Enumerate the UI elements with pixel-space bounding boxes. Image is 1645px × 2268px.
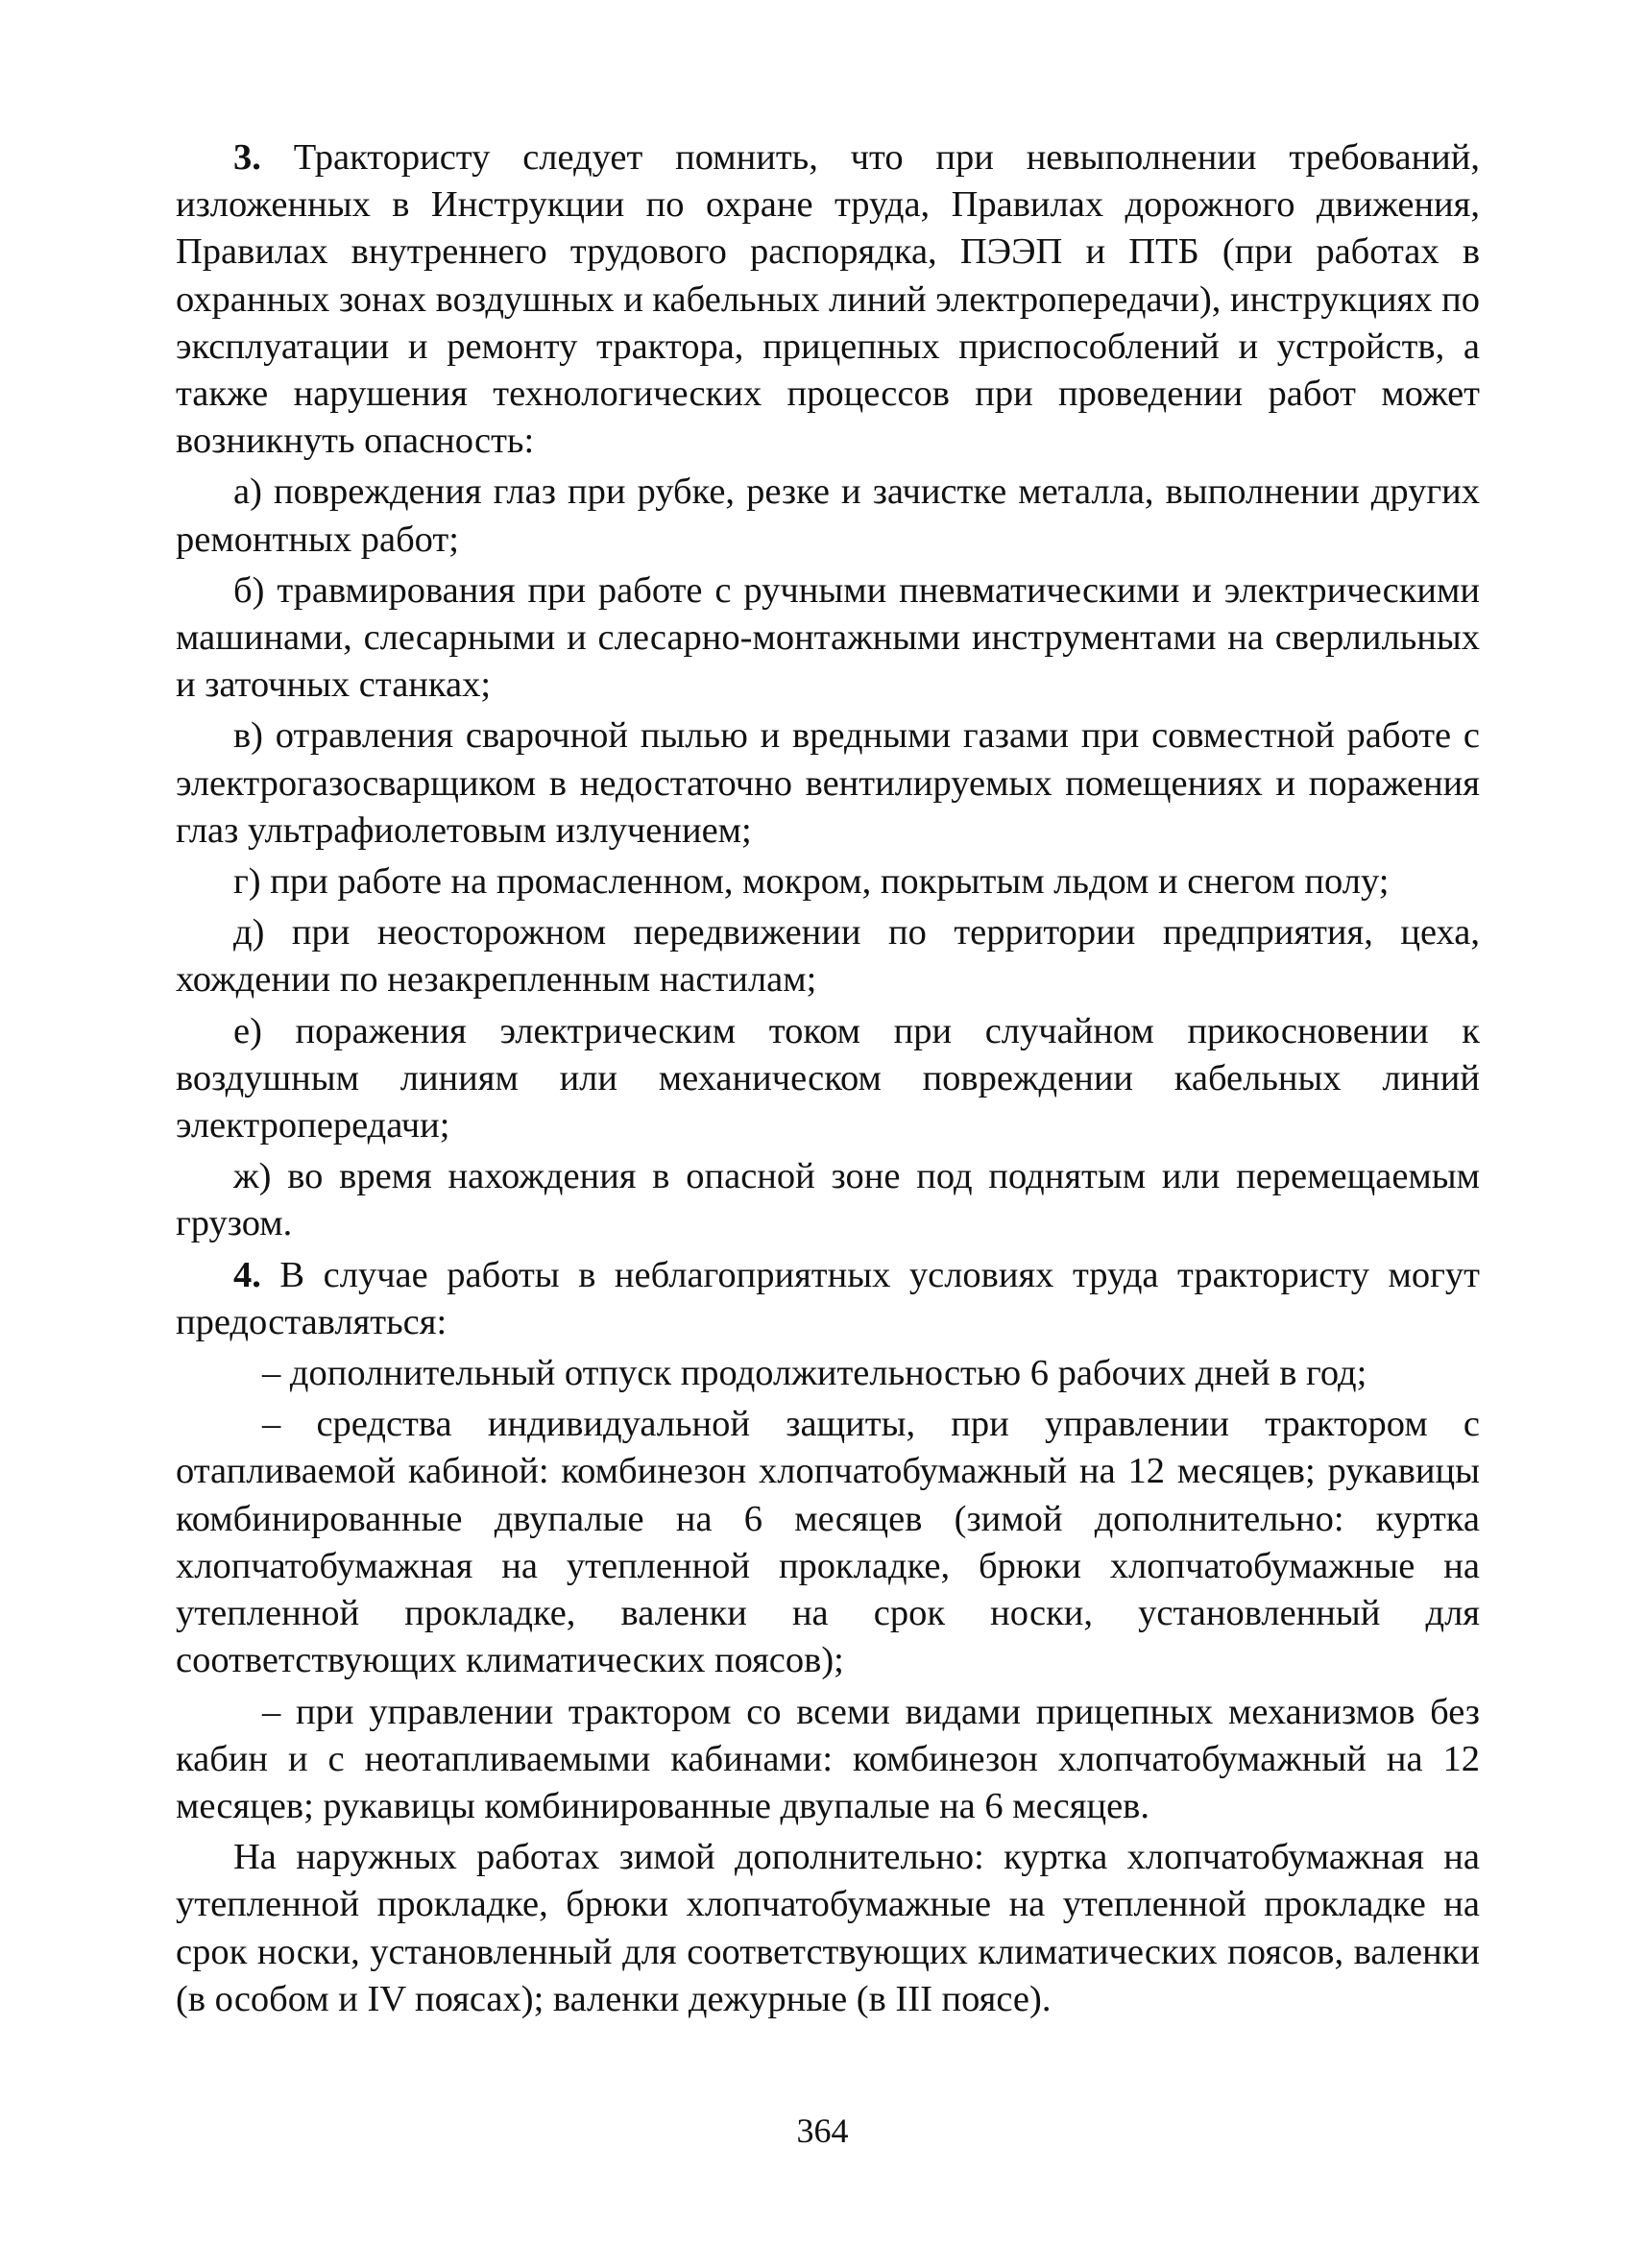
list-item-zh: ж) во время нахождения в опасной зоне под поднятым или перемещаемым грузом.	[176, 1156, 1480, 1244]
paragraph-4	[176, 1252, 1480, 1346]
list-item-a: а) повреждения глаз при рубке, резке и зачистке металла, выполнении других ремонтных работ;	[176, 471, 1480, 560]
dash-item-heated-cabin: – средства индивидуальной защиты, при управлении трактором с отапливаемой кабиной: комбинезон хлопчатобумажный на 12 месяцев; рукавицы комбинированные двупалые на 6 месяцев (зимой дополнительно: куртка хлопчатобумажная на утепленной прокладке, брюки хлопчатобумажные на утепленной прокладке, валенки на срок носки, установленный для соответствующих климатических поясов);	[176, 1404, 1480, 1681]
paragraph-outdoor-work: На наружных работах зимой дополнительно: куртка хлопчатобумажная на утепленной прокладке, брюки хлопчатобумажные на утепленной прокладке на срок носки, установленный для соответствующих климатических поясов, валенки (в особом и IV поясах); валенки дежурные (в III поясе).	[176, 1837, 1480, 2019]
list-item-e: е) поражения электрическим током при случайном прикосновении к воздушным линиям или механическом повреждении кабельных линий электропередачи;	[176, 1010, 1480, 1146]
page-number: 364	[796, 2111, 849, 2150]
list-item-g: г) при работе на промасленном, мокром, покрытым льдом и снегом полу;	[233, 861, 1390, 903]
paragraph-text: В случае работы в неблагоприятных условиях труда трактористу могут предоставляться:	[176, 1254, 1480, 1342]
dash-item-no-cabin: – при управлении трактором со всеми видами прицепных механизмов без кабин и с неотапливаемыми кабинами: комбинезон хлопчатобумажный на 12 месяцев; рукавицы комбинированные двупалые на 6 месяцев.	[176, 1691, 1480, 1826]
paragraph-number: 3.	[233, 137, 261, 178]
paragraph-3	[176, 134, 1480, 465]
paragraph-text: Трактористу следует помнить, что при невыполнении требований, изложенных в Инструкции по охране труда, Правилах дорожного движения, Правилах внутреннего трудового распорядка, ПЭЭП и ПТБ (при работах в охранных зонах воздушных и кабельных линий электропередачи), инструкциях по эксплуатации и ремонту трактора, прицепных приспособлений и устройств, а также нарушения технологических процессов при проведении работ может возникнуть опасность:	[176, 137, 1480, 462]
paragraph-number: 4.	[233, 1254, 261, 1295]
list-item-d: д) при неосторожном передвижении по территории предприятия, цеха, хождении по незакрепленным настилам;	[176, 912, 1480, 1001]
list-item-b: б) травмирования при работе с ручными пневматическими и электрическими машинами, слесарными и слесарно-монтажными инструментами на сверлильных и заточных станках;	[176, 569, 1480, 706]
list-item-v: в) отравления сварочной пылью и вредными газами при совместной работе с электрогазосварщиком в недостаточно вентилируемых помещениях и поражения глаз ультрафиолетовым излучением;	[176, 715, 1480, 851]
document-body	[176, 134, 1480, 2027]
dash-item-vacation: – дополнительный отпуск продолжительностью 6 рабочих дней в год;	[262, 1353, 1367, 1394]
